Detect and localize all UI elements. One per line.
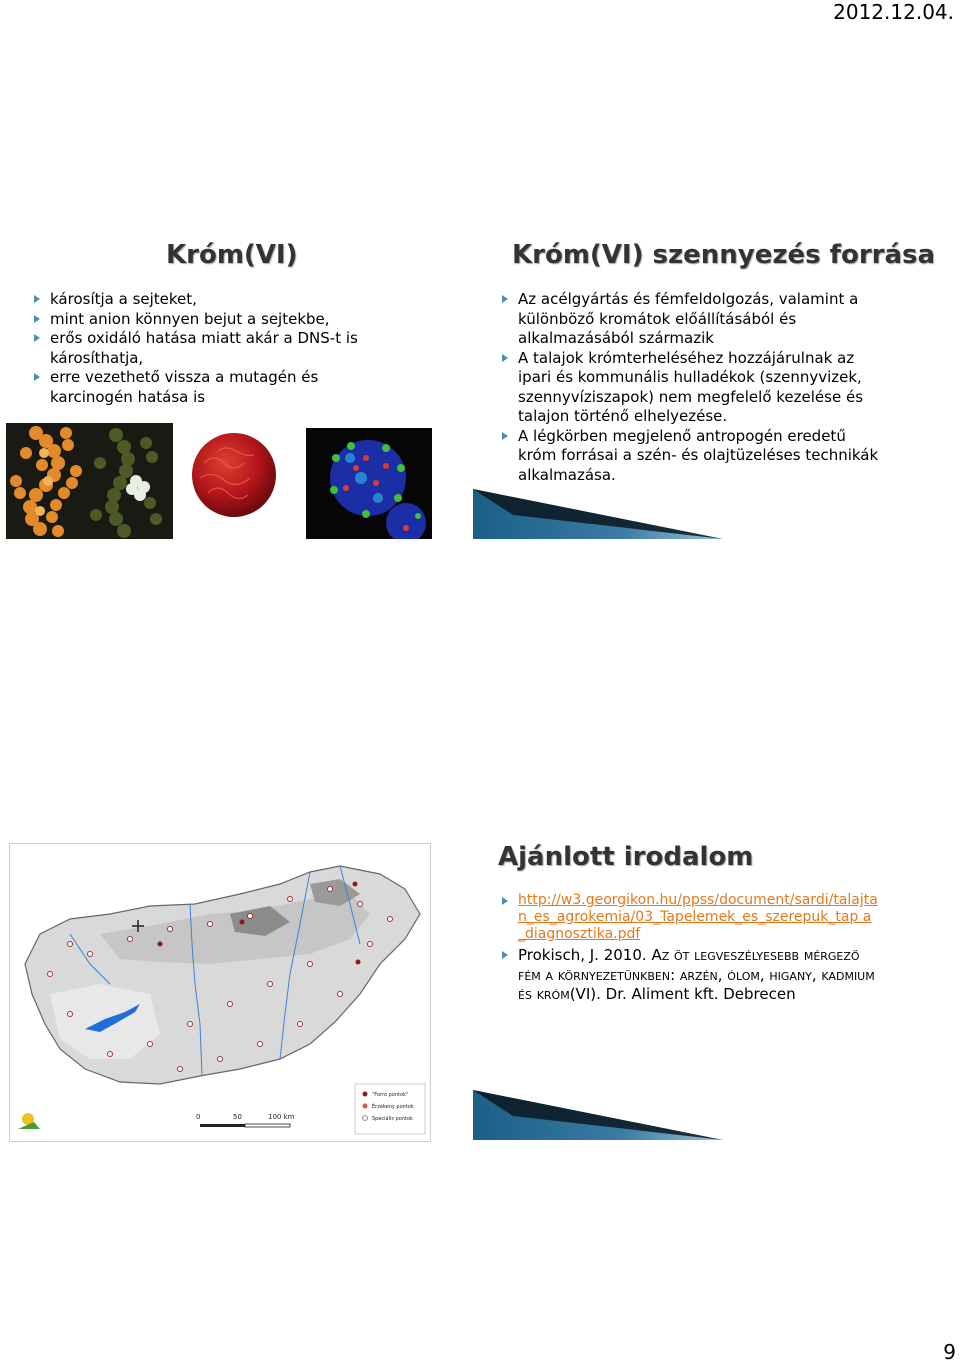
bullet-list xyxy=(498,892,878,1005)
literature-link[interactable]: http://w3.georgikon.hu/ppss/document/sardi/talajtan_es_agrokemia/03_Tapelemek_es_szerepuk_tap a_diagnosztika.pdf xyxy=(518,892,878,942)
reference-author: Prokisch, J. 2010. xyxy=(518,946,652,964)
bullet-item: károsítja a sejteket, xyxy=(30,290,390,310)
hungary-map-image xyxy=(9,843,431,1142)
slide-decoration-wedge xyxy=(473,489,733,541)
red-cell-image xyxy=(174,423,292,539)
bullet-arrow-icon xyxy=(34,295,40,303)
bullet-arrow-icon xyxy=(34,315,40,323)
bullet-list xyxy=(30,290,390,407)
slide-title: Króm(VI) xyxy=(166,240,298,270)
page-date: 2012.12.04. xyxy=(833,0,954,24)
page-number: 9 xyxy=(943,1340,956,1364)
bullet-item: erre vezethető vissza a mutagén és karcinogén hatása is xyxy=(30,368,390,407)
bullet-arrow-icon xyxy=(502,432,508,440)
bullet-list xyxy=(498,290,883,485)
bullet-item: A talajok krómterheléséhez hozzájárulnak az ipari és kommunális hulladékok (szennyvizek, szennyvíziszapok) nem megfelelő kezelése és talajon történő elhelyezése. xyxy=(498,349,883,427)
bullet-item: erős oxidáló hatása miatt akár a DNS-t is károsíthatja, xyxy=(30,329,390,368)
map-legend-label: Speciális pontok xyxy=(372,1116,413,1122)
slide-title: Ajánlott irodalom xyxy=(498,842,754,872)
bullet-item xyxy=(498,892,878,943)
bullet-arrow-icon xyxy=(502,354,508,362)
bullet-arrow-icon xyxy=(34,334,40,342)
bullet-arrow-icon xyxy=(502,897,508,905)
map-scale-label: 100 km xyxy=(268,1113,295,1121)
map-scale-label: 0 xyxy=(196,1113,201,1121)
bullet-item: mint anion könnyen bejut a sejtekbe, xyxy=(30,310,390,330)
map-scale-label: 50 xyxy=(233,1113,242,1121)
slide-decoration-wedge xyxy=(473,1090,733,1142)
slide-title: Króm(VI) szennyezés forrása xyxy=(512,240,936,270)
map-legend-label: "Forró pontok" xyxy=(372,1092,409,1098)
dna-helix-image xyxy=(6,423,173,539)
bullet-item: Az acélgyártás és fémfeldolgozás, valamint a különböző kromátok előállításából és alkalmazásából származik xyxy=(498,290,883,349)
bullet-item: A légkörben megjelenő antropogén eredetű króm forrásai a szén- és olajtüzeléses technikák alkalmazása. xyxy=(498,427,883,486)
reference-title: Az öt legveszélyesebb mérgező fém a környezetünkben: arzén, ólom, higany, kadmium és króm(VI). xyxy=(518,946,875,1003)
map-legend-label: Érzékeny pontok xyxy=(372,1104,414,1110)
reference-publisher: Dr. Aliment kft. Debrecen xyxy=(600,985,796,1003)
fluorescent-cells-image xyxy=(306,428,432,539)
bullet-arrow-icon xyxy=(34,373,40,381)
bullet-arrow-icon xyxy=(502,951,508,959)
bullet-arrow-icon xyxy=(502,295,508,303)
bullet-item xyxy=(498,946,878,1005)
